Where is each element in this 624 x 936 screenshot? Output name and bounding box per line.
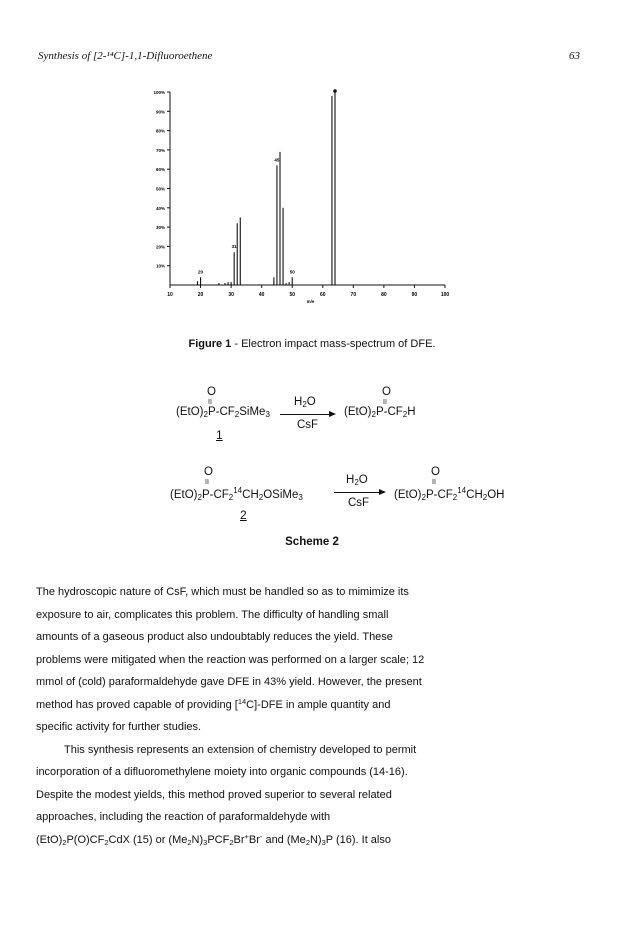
reagent-csf: CsF [348, 497, 370, 509]
reaction-arrow [334, 492, 384, 493]
x-tick-label: 50 [289, 292, 296, 298]
text-line: mmol of (cold) paraformaldehyde gave DFE in 43% yield. However, the present [36, 676, 422, 688]
text-line: $(EtO)_2P(O)CF_2CdX$ (15) or $(Me_2N)_3PCF_2Br^+Br^-$ and $(Me_2N)_3P$ (16). It also [36, 831, 391, 847]
double-bond-mark: II [383, 399, 387, 406]
y-tick-label: 30% [155, 225, 165, 231]
peak-label: 45 [274, 157, 280, 163]
text-line: approaches, including the reaction of paraformaldehyde with [36, 811, 331, 823]
y-tick-label: 80% [155, 128, 165, 134]
reagent-csf: CsF [297, 419, 319, 431]
compound-number-1: 1 [216, 428, 223, 442]
x-tick-label: 40 [258, 292, 265, 298]
y-tick-label: 50% [155, 186, 165, 192]
scheme-title: Scheme 2 [285, 536, 339, 548]
y-tick-label: 10% [155, 263, 165, 269]
x-tick-label: 70 [350, 292, 357, 298]
page-number: 63 [569, 50, 580, 62]
text-line: amounts of a gaseous product also undoubtably reduces the yield. These [36, 631, 393, 643]
y-tick-label: 20% [155, 244, 165, 250]
figure-caption-text: - Electron impact mass-spectrum of DFE. [231, 338, 436, 350]
text-line: specific activity for further studies. [36, 721, 202, 733]
double-bond-mark: II [432, 479, 436, 486]
compound-number-2: 2 [240, 508, 247, 522]
x-tick-label: 100 [440, 292, 450, 298]
text-line: incorporation of a difluoromethylene moiety into organic compounds (14-16). [36, 766, 408, 778]
carbonyl-oxygen: O [382, 386, 391, 398]
carbonyl-oxygen: O [207, 386, 216, 398]
reagent-water: $H_2O$ [294, 396, 316, 409]
paragraph [36, 739, 588, 852]
text-line: The hydroscopic nature of CsF, which must be handled so as to mimimize its [36, 586, 409, 598]
paragraph [36, 581, 588, 739]
x-tick-label: 30 [228, 292, 234, 298]
x-axis-label: m/e [306, 299, 315, 304]
double-bond-mark: II [208, 399, 212, 406]
y-tick-label: 70% [155, 147, 165, 153]
x-tick-label: 80 [381, 292, 387, 298]
peak-label: 50 [289, 269, 295, 275]
body-text [36, 581, 588, 851]
peak-label: 31 [231, 244, 237, 250]
product-2: $(EtO)_2P-CF_2^{14}CH_2OH$ [394, 486, 505, 502]
double-bond-mark: II [205, 479, 209, 486]
reactant-1: $(EtO)_2P-CF_2SiMe_3$ [176, 406, 270, 419]
reagent-water: $H_2O$ [346, 474, 368, 487]
x-tick-label: 10 [167, 292, 173, 298]
carbonyl-oxygen: O [431, 466, 440, 478]
product-1: $(EtO)_2P-CF_2H$ [344, 406, 416, 419]
running-title: Synthesis of [2-¹⁴C]-1,1-Difluoroethene [38, 50, 213, 62]
text-line: This synthesis represents an extension of chemistry developed to permit [64, 743, 417, 756]
text-line: method has proved capable of providing [$^{14}$C]-DFE in ample quantity and [36, 696, 391, 711]
y-tick-label: 100% [153, 90, 165, 95]
reaction-arrow [280, 414, 334, 415]
reactant-2: $(EtO)_2P-CF_2^{14}CH_2OSiMe_3$ [170, 486, 303, 502]
text-line: exposure to air, complicates this problem. The difficulty of handling small [36, 608, 389, 621]
carbonyl-oxygen: O [204, 466, 213, 478]
x-tick-label: 60 [319, 292, 326, 298]
y-tick-label: 90% [155, 109, 165, 115]
x-tick-label: 90 [411, 292, 418, 298]
text-line: problems were mitigated when the reaction was performed on a larger scale; 12 [36, 653, 425, 666]
peak-label: 20 [198, 269, 204, 275]
figure-label: Figure 1 [188, 338, 232, 350]
y-tick-label: 40% [155, 205, 165, 211]
x-tick-label: 20 [197, 292, 204, 298]
y-tick-label: 60% [155, 167, 165, 173]
text-line: Despite the modest yields, this method proved superior to several related [36, 788, 392, 801]
